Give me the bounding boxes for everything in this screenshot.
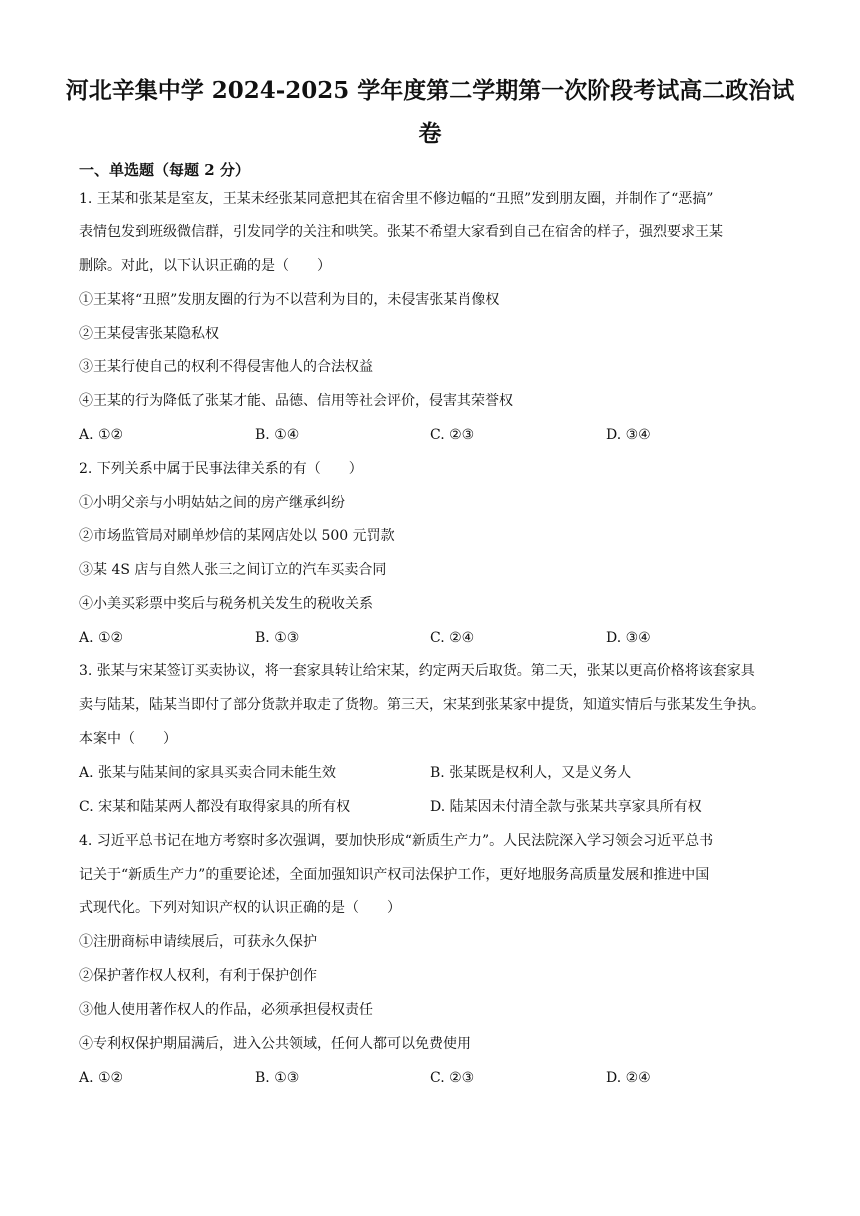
q2-item-4: ④小美买彩票中奖后与税务机关发生的税收关系 [79,596,373,612]
section-heading: 一、单选题（每题 2 分） [79,161,250,179]
q3-option-b: B. 张某既是权利人，又是义务人 [430,765,632,781]
q3-stem-line-2: 卖与陆某，陆某当即付了部分货款并取走了货物。第三天，宋某到张某家中提货，知道实情后与张某发生争执。 [79,697,765,713]
exam-title-line-1: 河北辛集中学 2024-2025 学年度第二学期第一次阶段考试高二政治试 [65,77,795,104]
q1-item-3: ③王某行使自己的权利不得侵害他人的合法权益 [79,359,373,375]
q1-option-c: C. ②③ [430,427,475,443]
q4-stem-line-2: 记关于“新质生产力”的重要论述，全面加强知识产权司法保护工作，更好地服务高质量发展和推进中国 [79,867,710,883]
q1-item-1: ①王某将“丑照”发朋友圈的行为不以营利为目的，未侵害张某肖像权 [79,292,500,308]
q1-option-d: D. ③④ [606,427,651,443]
q1-stem-line-1: 1. 王某和张某是室友，王某未经张某同意把其在宿舍里不修边幅的“丑照”发到朋友圈，并制作了“恶搞” [79,191,714,207]
q4-option-a: A. ①② [79,1070,124,1086]
q4-stem-line-3: 式现代化。下列对知识产权的认识正确的是（ ） [79,900,401,916]
q3-option-c: C. 宋某和陆某两人都没有取得家具的所有权 [79,799,351,815]
q3-option-d: D. 陆某因未付清全款与张某共享家具所有权 [430,799,702,815]
q1-item-4: ④王某的行为降低了张某才能、品德、信用等社会评价，侵害其荣誉权 [79,393,513,409]
q2-option-c: C. ②④ [430,630,475,646]
q4-option-c: C. ②③ [430,1070,475,1086]
q1-item-2: ②王某侵害张某隐私权 [79,326,219,342]
q2-item-2: ②市场监管局对刷单炒信的某网店处以 500 元罚款 [79,528,395,544]
q2-option-d: D. ③④ [606,630,651,646]
q4-item-1: ①注册商标申请续展后，可获永久保护 [79,934,317,950]
q2-item-1: ①小明父亲与小明姑姑之间的房产继承纠纷 [79,495,345,511]
q1-option-a: A. ①② [79,427,124,443]
exam-title-line-2: 卷 [418,120,442,147]
q4-stem-line-1: 4. 习近平总书记在地方考察时多次强调，要加快形成“新质生产力”。人民法院深入学习领会习近平总书 [79,833,714,849]
q1-stem-line-3: 删除。对此，以下认识正确的是（ ） [79,258,331,274]
q4-item-2: ②保护著作权人权利，有利于保护创作 [79,968,317,984]
q4-option-b: B. ①③ [255,1070,300,1086]
q2-item-3: ③某 4S 店与自然人张三之间订立的汽车买卖合同 [79,562,387,578]
q2-option-a: A. ①② [79,630,124,646]
q4-item-4: ④专利权保护期届满后，进入公共领域，任何人都可以免费使用 [79,1036,471,1052]
q4-option-d: D. ②④ [606,1070,651,1086]
q3-option-a: A. 张某与陆某间的家具买卖合同未能生效 [79,765,337,781]
q2-option-b: B. ①③ [255,630,300,646]
q1-stem-line-2: 表情包发到班级微信群，引发同学的关注和哄笑。张某不希望大家看到自己在宿舍的样子，强烈要求王某 [79,224,723,240]
q3-stem-line-3: 本案中（ ） [79,731,177,747]
q4-item-3: ③他人使用著作权人的作品，必须承担侵权责任 [79,1002,373,1018]
q2-stem: 2. 下列关系中属于民事法律关系的有（ ） [79,461,363,477]
q1-option-b: B. ①④ [255,427,300,443]
q3-stem-line-1: 3. 张某与宋某签订买卖协议，将一套家具转让给宋某，约定两天后取货。第二天，张某以更高价格将该套家具 [79,663,755,679]
